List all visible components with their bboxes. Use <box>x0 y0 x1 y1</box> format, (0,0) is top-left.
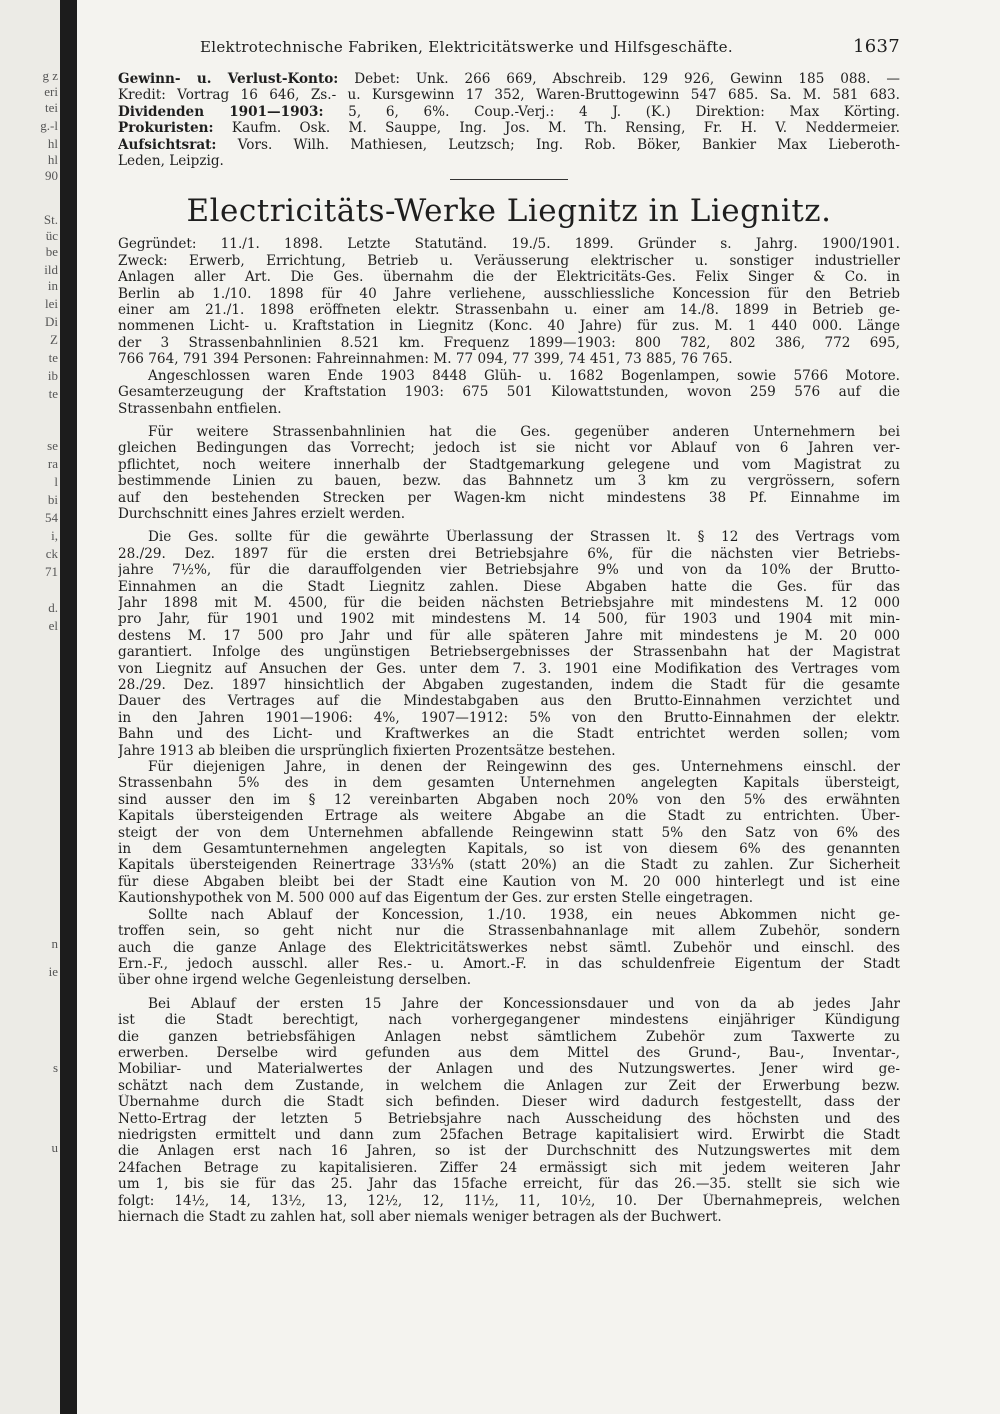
left-page-fragment: in <box>47 278 58 293</box>
running-title: Elektrotechnische Fabriken, Elektricitätswerke und Hilfsgeschäfte. <box>200 38 733 56</box>
text-line: Durchschnitt eines Jahres erzielt werden. <box>118 505 406 522</box>
article-title: Electricitäts-Werke Liegnitz in Liegnitz. <box>186 193 832 230</box>
text-line: Berlin ab 1./10. 1898 für 40 Jahre verliehene, ausschliessliche Koncession für den Betrieb <box>118 285 900 302</box>
field-text: Vors. Wilh. Mathiesen, Leutzsch; Ing. Rob. Böker, Bankier Max Lieberoth- <box>216 136 900 153</box>
text-line: pro Jahr, für 1901 und 1902 mit mindestens M. 14 500, für 1903 und 1904 mit min- <box>118 611 900 628</box>
text-line: nommenen Licht- u. Kraftstation in Liegnitz (Konc. 40 Jahre) für zus. M. 1 440 000. Länge <box>118 318 900 335</box>
text-line: die Anlagen erst nach 16 Jahren, so ist der Durchschnitt des Nutzungswertes mit dem <box>118 1143 900 1160</box>
text-line: 766 764, 791 394 Personen: Fahreinnahmen: M. 77 094, 77 399, 74 451, 73 885, 76 765. <box>118 351 733 368</box>
left-page-fragment: eri <box>44 84 58 99</box>
field-label: Aufsichtsrat: <box>118 136 217 153</box>
text-line: niedrigsten ermittelt und dann zum 25fachen Betrage kapitalisiert wird. Erwirbt die Stadt <box>118 1126 900 1143</box>
left-page-fragment: u <box>51 1140 58 1155</box>
text-line: Anlagen aller Art. Die Ges. übernahm die der Elektricitäts-Ges. Felix Singer & Co. in <box>118 269 900 286</box>
text-line: auch die ganze Anlage des Elektricitätswerkes nebst sämtl. Zubehör und einschl. des <box>118 939 900 956</box>
text-line: Bahn und des Licht- und Kraftwerkes an die Stadt entrichtet werden sollen; vom <box>118 726 900 743</box>
text-line: bestimmende Linien zu bauen, bezw. das Bahnnetz um 3 km zu vergrössern, sofern <box>118 473 900 490</box>
text-line: über ohne irgend welche Gegenleistung derselben. <box>118 972 472 989</box>
prev-section-line <box>118 87 900 103</box>
page-number: 1637 <box>852 36 900 57</box>
text-line: in dem Gesamtunternehmen angelegten Kapitals, so ist von diesem 6% des genannten <box>118 841 900 858</box>
text-line: Gegründet: 11./1. 1898. Letzte Statutänd. 19./5. 1899. Gründer s. Jahrg. 1900/1901. <box>118 236 900 253</box>
left-page-fragment: 54 <box>45 510 58 525</box>
field-text: Kaufm. Osk. M. Sauppe, Ing. Jos. M. Th. Rensing, Fr. H. V. Neddermeier. <box>213 120 900 137</box>
text-line: um 1, bis sie für das 25. Jahr das 15fache erreicht, für das 26.—35. stellt sie sich wie <box>118 1176 900 1193</box>
left-page-fragment: s <box>52 1060 58 1075</box>
paragraph <box>118 907 900 989</box>
text-line: Strassenbahn 5% des in dem gesamten Unternehmen angelegten Kapitals übersteigt, <box>118 775 900 792</box>
text-line: 28./29. Dez. 1897 für die ersten drei Betriebsjahre 6%, für die nächsten vier Betriebs- <box>118 545 900 562</box>
text-line: folgt: 14½, 14, 13½, 13, 12½, 12, 11½, 11, 10½, 10. Der Übernahmepreis, welchen <box>118 1192 900 1209</box>
field-label: Dividenden 1901—1903: <box>118 103 324 120</box>
paragraph <box>118 368 900 417</box>
text-line: die ganzen betriebsfähigen Anlagen nebst sämtlichem Zubehör zum Taxwerte zu <box>118 1028 900 1045</box>
field-text: Kredit: Vortrag 16 646, Zs.- u. Kursgewinn 17 352, Waren-Bruttogewinn 547 685. Sa. M. 581 683. <box>118 87 900 104</box>
previous-page-edge <box>0 0 60 1414</box>
text-line: Kapitals übersteigenden Ertrage als weitere Abgabe an die Stadt zu entrichten. Über- <box>118 808 900 825</box>
text-line: ist die Stadt berechtigt, nach vorhergegangener mindestens einjähriger Kündigung <box>118 1012 900 1029</box>
text-line: troffen sein, so geht nicht nur die Strassenbahnanlage mit allem Zubehör, sondern <box>118 923 900 940</box>
left-page-fragment: Di <box>45 314 58 329</box>
text-line: garantiert. Infolge des ungünstigen Betriebsergebnisses der Strassenbahn hat der Magistrat <box>118 644 900 661</box>
left-page-fragment: ild <box>44 262 58 277</box>
page-header <box>118 36 900 57</box>
left-page-fragment: hl <box>47 152 58 167</box>
left-page-fragment: el <box>48 618 58 633</box>
text-line: Für weitere Strassenbahnlinien hat die Ges. gegenüber anderen Unternehmern bei <box>148 423 900 440</box>
binding-gutter <box>60 0 77 1414</box>
text-line: Jahr 1898 mit M. 4500, für die beiden nächsten Betriebsjahre mit mindestens M. 12 000 <box>118 594 900 611</box>
left-page-fragment: 90 <box>45 168 58 183</box>
text-line: Jahre 1913 ab bleiben die ursprünglich fixierten Prozentsätze bestehen. <box>118 742 616 759</box>
text-line: Strassenbahn entfielen. <box>118 400 282 417</box>
text-line: Bei Ablauf der ersten 15 Jahre der Koncessionsdauer und von da ab jedes Jahr <box>148 995 900 1012</box>
text-line: destens M. 17 500 pro Jahr und für alle späteren Jahre mit mindestens je M. 20 000 <box>118 627 900 644</box>
left-page-fragment: St. <box>43 212 58 227</box>
text-line: erwerben. Derselbe wird gefunden aus dem Mittel des Grund-, Bau-, Inventar-, <box>118 1044 900 1061</box>
text-line: Übernahme durch die Stadt sich befinden. Dieser wird dadurch festgestellt, dass der <box>118 1094 900 1111</box>
field-label: Gewinn- u. Verlust-Konto: <box>118 71 339 87</box>
text-line: sind ausser den im § 12 vereinbarten Abgaben noch 20% von den 5% des erwähnten <box>118 791 900 808</box>
left-page-fragment: bi <box>47 492 58 507</box>
prev-section-line <box>118 120 900 136</box>
text-line: der 3 Strassenbahnlinien 8.521 km. Frequenz 1899—1903: 800 782, 802 386, 772 695, <box>118 334 900 351</box>
paragraph-gap <box>118 522 900 529</box>
article-body <box>118 236 900 1225</box>
text-line: Angeschlossen waren Ende 1903 8448 Glüh- u. 1682 Bogenlampen, sowie 5766 Motore. <box>148 367 900 384</box>
field-label: Prokuristen: <box>118 120 214 137</box>
left-page-fragment: te <box>48 386 58 401</box>
left-page-fragment: i, <box>51 528 58 543</box>
text-line: in den Jahren 1901—1906: 4%, 1907—1912: 5% von den Brutto-Einnahmen der elektr. <box>118 709 900 726</box>
paragraph-gap <box>118 989 900 996</box>
prev-section-line <box>118 137 900 153</box>
paragraph <box>118 236 900 367</box>
left-page-fragment: l <box>54 474 58 489</box>
document-page <box>118 36 900 1225</box>
left-page-fragment: se <box>47 438 58 453</box>
text-line: einer am 21./1. 1898 eröffneten elektr. Strassenbahn u. einer am 14./8. 1899 in Betrieb ge- <box>118 302 900 319</box>
text-line: auf den bestehenden Strecken per Wagen-km nicht mindestens 38 Pf. Einnahme im <box>118 489 900 506</box>
left-page-fragment: n <box>51 936 58 951</box>
section-separator <box>450 179 568 180</box>
text-line: von Liegnitz auf Ansuchen der Ges. unter dem 7. 3. 1901 eine Modifikation des Vertrages vom <box>118 660 900 677</box>
text-line: Kapitals übersteigenden Reinertrage 33⅓% (statt 20%) an die Stadt zu zahlen. Zur Sicherheit <box>118 857 900 874</box>
text-line: Mobiliar- und Materialwertes der Anlagen und des Nutzungswertes. Jener wird ge- <box>118 1061 900 1078</box>
left-page-fragment: üc <box>45 228 58 243</box>
left-page-fragment: g.-l <box>40 118 58 133</box>
text-line: pflichtet, noch weitere innerhalb der Stadtgemarkung gelegene und vom Magistrat zu <box>118 456 900 473</box>
previous-company-section <box>118 71 900 169</box>
field-text: 5, 6, 6%. Coup.-Verj.: 4 J. (K.) Direktion: Max Körting. <box>323 103 900 120</box>
left-page-fragment: Z <box>50 332 58 347</box>
left-page-fragment: lei <box>45 296 58 311</box>
field-text: Leden, Leipzig. <box>118 153 224 170</box>
paragraph-gap <box>118 417 900 424</box>
text-line: Dauer des Vertrages auf die Mindestabgaben aus den Brutto-Einnahmen verzichtet und <box>118 693 900 710</box>
left-page-fragment: te <box>48 350 58 365</box>
left-page-fragment: 71 <box>45 564 58 579</box>
left-page-fragment: d. <box>48 600 58 615</box>
text-line: steigt der von dem Unternehmen abfallende Reingewinn statt 5% den Satz von 6% des <box>118 824 900 841</box>
text-line: Ern.-F., jedoch ausschl. aller Res.- u. Amort.-F. in das schuldenfreie Eigentum der Stadt <box>118 955 900 972</box>
text-line: Kautionshypothek von M. 500 000 auf das Eigentum der Ges. zur ersten Stelle eingetragen. <box>118 890 754 907</box>
paragraph <box>118 996 900 1226</box>
left-page-fragment: tei <box>45 100 58 115</box>
text-line: schätzt nach dem Zustande, in welchem die Anlagen zur Zeit der Erwerbung bezw. <box>118 1077 900 1094</box>
left-page-fragment: be <box>45 244 58 259</box>
left-page-fragment: hl <box>47 136 58 151</box>
left-page-fragment: ck <box>45 546 58 561</box>
text-line: Gesamterzeugung der Kraftstation 1903: 675 501 Kilowattstunden, wovon 259 576 auf die <box>118 384 900 401</box>
text-line: hiernach die Stadt zu zahlen hat, soll aber niemals weniger betragen als der Buchwert. <box>118 1209 722 1225</box>
left-page-fragment: ie <box>48 964 58 979</box>
paragraph <box>118 759 900 907</box>
field-text: Debet: Unk. 266 669, Abschreib. 129 926, Gewinn 185 088. — <box>338 71 900 87</box>
left-page-fragment: ra <box>47 456 58 471</box>
text-line: Sollte nach Ablauf der Koncession, 1./10. 1938, ein neues Abkommen nicht ge- <box>148 906 900 923</box>
prev-section-line <box>118 104 900 120</box>
text-line: gleichen Bedingungen das Vorrecht; jedoch ist sie nicht vor Ablauf von 6 Jahren ver- <box>118 440 900 457</box>
left-page-fragment: g z <box>42 68 58 83</box>
prev-section-line <box>118 71 900 87</box>
text-line: für diese Abgaben bleibt bei der Stadt eine Kaution von M. 20 000 hinterlegt und ist eine <box>118 873 900 890</box>
left-page-fragment: ib <box>47 368 58 383</box>
text-line: Zweck: Erwerb, Errichtung, Betrieb u. Veräusserung elektrischer u. sonstiger industrieller <box>118 252 900 269</box>
text-line: 28./29. Dez. 1897 hinsichtlich der Abgaben zugestanden, indem die Stadt für die gesamte <box>118 677 900 693</box>
text-line: Einnahmen an die Stadt Liegnitz zahlen. Diese Abgaben hatte die Ges. für das <box>118 578 900 595</box>
prev-section-line <box>118 153 900 169</box>
text-line: Die Ges. sollte für die gewährte Überlassung der Strassen lt. § 12 des Vertrags vom <box>148 529 900 546</box>
text-line: Netto-Ertrag der letzten 5 Betriebsjahre nach Ausscheidung des höchsten und des <box>118 1110 900 1127</box>
paragraph <box>118 529 900 759</box>
text-line: 24fachen Betrage zu kapitalisieren. Ziffer 24 ermässigt sich mit jedem weiteren Jahr <box>118 1159 900 1176</box>
text-line: jahre 7½%, für die darauffolgenden vier Betriebsjahre 9% und von da 10% der Brutto- <box>118 562 900 579</box>
text-line: Für diejenigen Jahre, in denen der Reingewinn des ges. Unternehmens einschl. der <box>148 759 900 776</box>
paragraph <box>118 424 900 522</box>
